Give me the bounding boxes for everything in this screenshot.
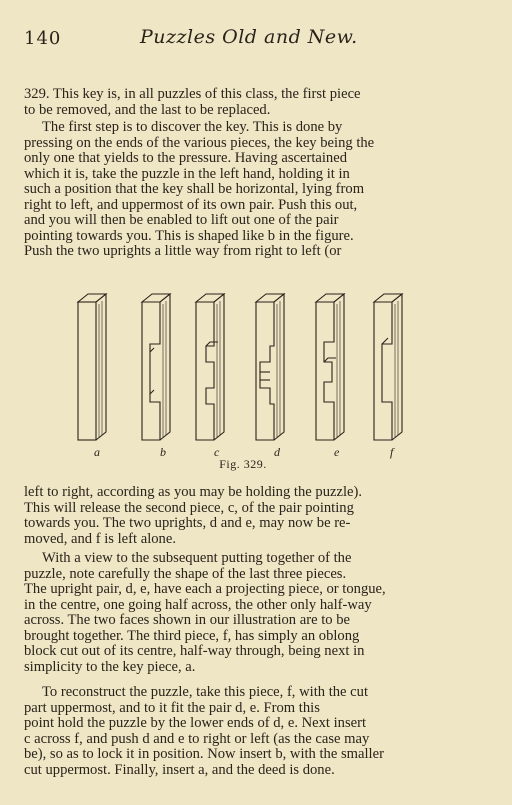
text-line: The first step is to discover the key. This is done by [42, 119, 343, 135]
label-e: e [334, 445, 340, 459]
label-f: f [390, 445, 394, 459]
text-line: c across f, and push d and e to right or left (as the case may [24, 730, 370, 747]
running-title: Puzzles Old and New. [140, 26, 358, 48]
paragraph-2 [24, 120, 464, 260]
piece-c [196, 294, 224, 440]
text-line: pressing on the ends of the various pieces, the key being the [24, 134, 375, 151]
text-line: This will release the second piece, c, of the pair pointing [24, 499, 354, 516]
paragraph-3 [24, 485, 464, 547]
text-line: which it is, take the puzzle in the left hand, holding it in [24, 165, 350, 182]
text-line: to be removed, and the last to be replaced. [24, 101, 271, 118]
page-number: 140 [24, 28, 62, 49]
label-d: d [274, 445, 280, 459]
figure-329 [70, 292, 410, 460]
piece-d [256, 294, 284, 440]
text-line: across. The two faces shown in our illustration are to be [24, 612, 350, 628]
text-line: With a view to the subsequent putting together of the [42, 550, 352, 566]
text-line: 329. This key is, in all puzzles of this class, the first piece [24, 86, 361, 102]
figure-caption: Fig. 329. [219, 457, 267, 471]
text-line: towards you. The two uprights, d and e, may now be re- [24, 515, 351, 531]
paragraph-5 [24, 685, 464, 778]
paragraph-1 [24, 87, 464, 118]
text-line: The upright pair, d, e, have each a projecting piece, or tongue, [24, 581, 386, 597]
text-line: block cut out of its centre, half-way through, being next in [24, 643, 365, 659]
piece-a [78, 294, 106, 440]
text-line: To reconstruct the puzzle, take this piece, f, with the cut [42, 684, 369, 700]
text-line: cut uppermost. Finally, insert a, and the deed is done. [24, 761, 335, 778]
piece-b [142, 294, 170, 440]
page-header [24, 26, 464, 52]
text-line: simplicity to the key piece, a. [24, 658, 196, 675]
paragraph-4 [24, 551, 464, 675]
piece-e [316, 294, 344, 440]
puzzle-pieces-illustration [70, 292, 410, 460]
piece-f [374, 294, 402, 440]
label-a: a [94, 445, 100, 459]
text-line: moved, and f is left alone. [24, 530, 176, 547]
text-line: such a position that the key shall be horizontal, lying from [24, 181, 365, 197]
text-line: in the centre, one going half across, the other only half-way [24, 596, 372, 613]
text-line: pointing towards you. This is shaped like b in the figure. [24, 227, 354, 244]
text-line: right to left, and uppermost of its own pair. Push this out, [24, 196, 358, 213]
text-line: be), so as to lock it in position. Now insert b, with the smaller [24, 746, 384, 762]
label-c: c [214, 445, 220, 459]
text-line: Push the two uprights a little way from right to left (or [24, 243, 342, 259]
text-line: part uppermost, and to it fit the pair d, e. From this [24, 699, 320, 716]
text-line: left to right, according as you may be holding the puzzle). [24, 484, 362, 500]
label-b: b [160, 445, 166, 459]
text-line: brought together. The third piece, f, has simply an oblong [24, 627, 360, 644]
text-line: only one that yields to the pressure. Having ascertained [24, 150, 347, 166]
text-line: puzzle, note carefully the shape of the last three pieces. [24, 565, 347, 582]
text-line: and you will then be enabled to lift out one of the pair [24, 212, 339, 228]
text-line: point hold the puzzle by the lower ends of d, e. Next insert [24, 715, 367, 731]
